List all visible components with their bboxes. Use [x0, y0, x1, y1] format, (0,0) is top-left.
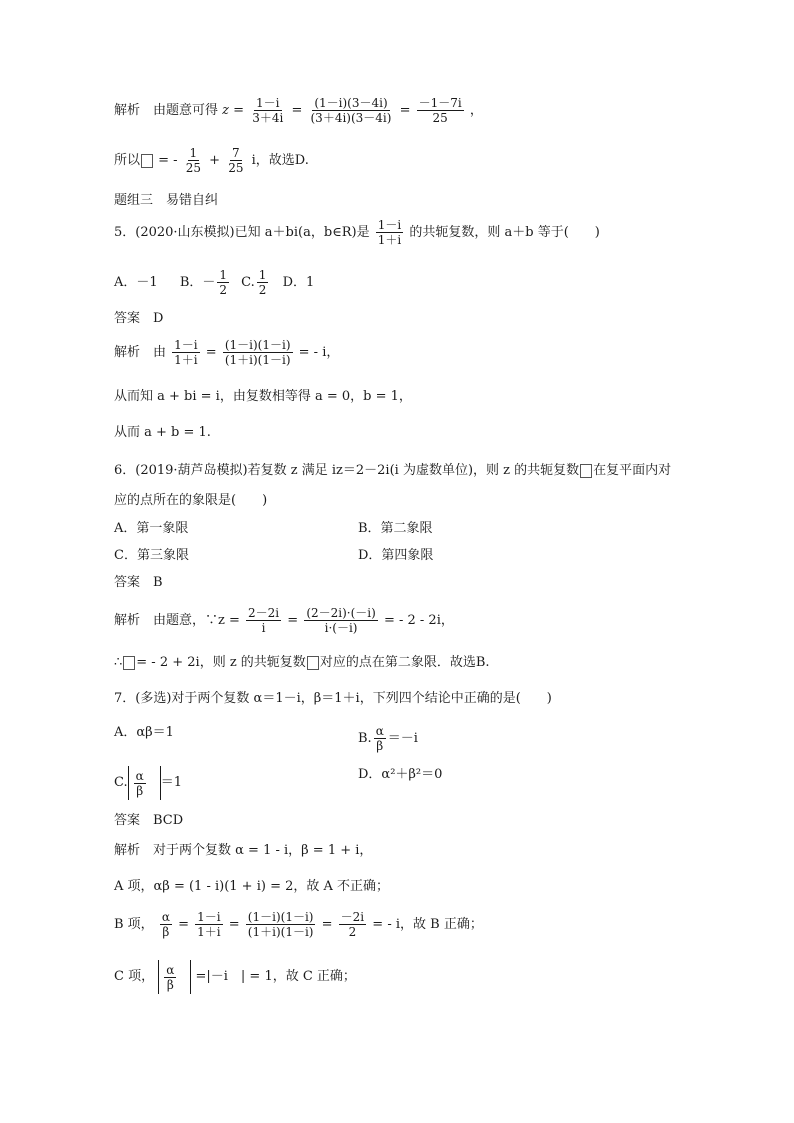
option-c: C．第三象限 — [114, 548, 189, 563]
question-5-options: A．－1 B．－ $\frac{1}{2}$ C. $\frac{1}{2}$ D．1 — [114, 268, 315, 297]
question-6-line-2: 应的点所在的象限是( ) — [114, 493, 268, 508]
solution-line-1: 解析 由题意可得 z = $\frac{1-i}{3+4i}$ = $\frac{(1-i)(3-4i)}{(3+4i)(3-4i)}$ = $\frac{-1-7i}{25}$ ， — [114, 96, 483, 125]
option-a: A．αβ＝1 — [114, 725, 174, 740]
option-c: C. $\frac{\alpha}{\beta}$ ＝1 — [114, 766, 182, 800]
solution-5-line-1: 解析 由 $\frac{1-i}{1+i}$ = $\frac{(1-i)(1-i)}{(1+i)(1-i)}$ = - i， — [114, 338, 340, 367]
question-5: 5．(2020·山东模拟)已知 a＋bi(a，b∈R)是 $\frac{1-i}{1+i}$ 的共轭复数，则 a＋b 等于( ) — [114, 218, 600, 247]
conjugate-placeholder-icon — [123, 656, 135, 670]
option-a: A．第一象限 — [114, 521, 189, 536]
option-a: A．－1 — [114, 274, 158, 290]
question-6-line-1: 6．(2019·葫芦岛模拟)若复数 z 满足 iz＝2－2i(i 为虚数单位)，则 z 的共轭复数 在复平面内对 — [114, 463, 672, 478]
option-b: B．－ — [179, 274, 216, 290]
answer-6: 答案 B — [114, 575, 163, 590]
option-b: B. $\frac{\alpha}{\beta}$ ＝－i — [358, 724, 418, 753]
fraction: $\frac{1}{25}$ — [185, 146, 201, 175]
solution-7-line-2: A 项，αβ = (1 - i)(1 + i) = 2，故 A 不正确； — [114, 879, 390, 894]
fraction: $\frac{1-i}{3+4i}$ — [252, 96, 284, 125]
solution-5-line-2: 从而知 a + bi = i，由复数相等得 a = 0，b = 1， — [114, 389, 412, 404]
question-7-options-row-2 — [114, 766, 754, 802]
solution-6-line-1: 解析 由题意，∵z = $\frac{2-2i}{i}$ = $\frac{(2-2i)\cdot(-i)}{i\cdot(-i)}$ = - 2 - 2i， — [114, 606, 454, 635]
option-b: B．第二象限 — [358, 521, 433, 536]
fraction: $\frac{1-i}{1+i}$ — [377, 218, 402, 247]
fraction: $\frac{-1-7i}{25}$ — [418, 96, 462, 125]
conjugate-placeholder-icon — [580, 464, 592, 478]
option-d: D．第四象限 — [358, 548, 434, 563]
solution-label: 解析 由题意可得 — [114, 102, 219, 118]
option-d: D．1 — [282, 274, 315, 290]
solution-7-line-1: 解析 对于两个复数 α = 1 - i，β = 1 + i， — [114, 843, 373, 858]
conjugate-placeholder-icon — [141, 154, 153, 168]
solution-7-line-3: B 项， $\frac{\alpha}{\beta}$ = $\frac{1-i}{1+i}$ = $\frac{(1-i)(1-i)}{(1+i)(1-i)}$ = $\frac{-2i}{2}$ = - i，故 B 正确； — [114, 910, 483, 939]
question-6-options-row-2 — [114, 547, 754, 566]
section-heading: 题组三 易错自纠 — [114, 193, 219, 208]
solution-6-line-2: ∴ = - 2 + 2i，则 z 的共轭复数 对应的点在第二象限．故选B. — [114, 655, 490, 670]
answer-7: 答案 BCD — [114, 813, 184, 828]
solution-line-2: 所以 = - $\frac{1}{25}$ + $\frac{7}{25}$ i，故选D. — [114, 146, 309, 175]
conjugate-placeholder-icon — [307, 656, 319, 670]
question-7: 7．(多选)对于两个复数 α＝1－i，β＝1＋i，下列四个结论中正确的是( ) — [114, 691, 552, 706]
solution-7-line-4: C 项， $\frac{\alpha}{\beta}$ =|－i | = 1，故 C 正确； — [114, 960, 754, 996]
solution-5-line-3: 从而 a + b = 1. — [114, 425, 211, 440]
option-d: D．α²＋β²＝0 — [358, 767, 443, 782]
question-7-options-row-1 — [114, 724, 754, 760]
fraction: $\frac{(1-i)(3-4i)}{(3+4i)(3-4i)}$ — [310, 96, 392, 125]
question-6-options-row-1 — [114, 520, 754, 539]
option-c: C. — [241, 274, 255, 290]
fraction: $\frac{7}{25}$ — [228, 146, 244, 175]
answer-5: 答案 D — [114, 311, 164, 326]
